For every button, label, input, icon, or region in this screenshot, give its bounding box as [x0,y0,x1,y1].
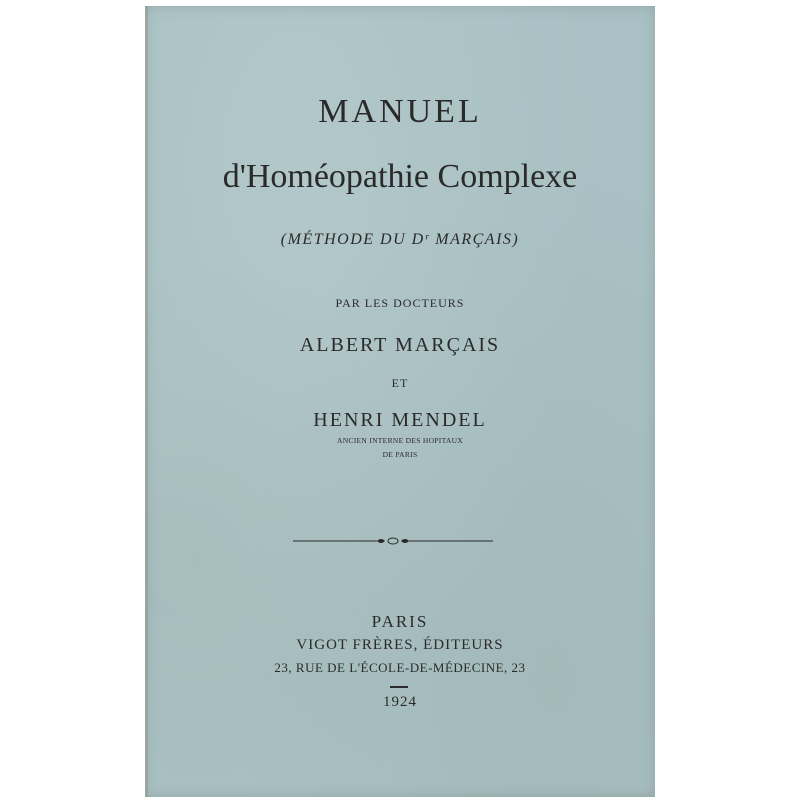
author-2-description-line-2: DE PARIS [382,450,418,459]
title-line-1: MANUEL [318,93,482,130]
by-line: PAR LES DOCTEURS [335,296,465,310]
author-1: ALBERT MARÇAIS [299,334,501,356]
author-2: HENRI MENDEL [313,409,487,431]
subtitle: (MÉTHODE DU Dʳ MARÇAIS) [280,231,520,248]
conjunction: ET [391,376,409,390]
publisher-city: PARIS [371,612,429,631]
author-2-description-line-1: ANCIEN INTERNE DES HOPITAUX [336,436,464,445]
divider-dash [390,686,408,688]
publisher-address: 23, RUE DE L'ÉCOLE-DE-MÉDECINE, 23 [274,660,526,675]
ornament-rule-icon [293,533,493,549]
publisher-name: VIGOT FRÈRES, ÉDITEURS [296,637,504,653]
title-line-2: d'Homéopathie Complexe [222,158,578,195]
book-cover [145,6,655,797]
publication-year: 1924 [383,694,417,710]
